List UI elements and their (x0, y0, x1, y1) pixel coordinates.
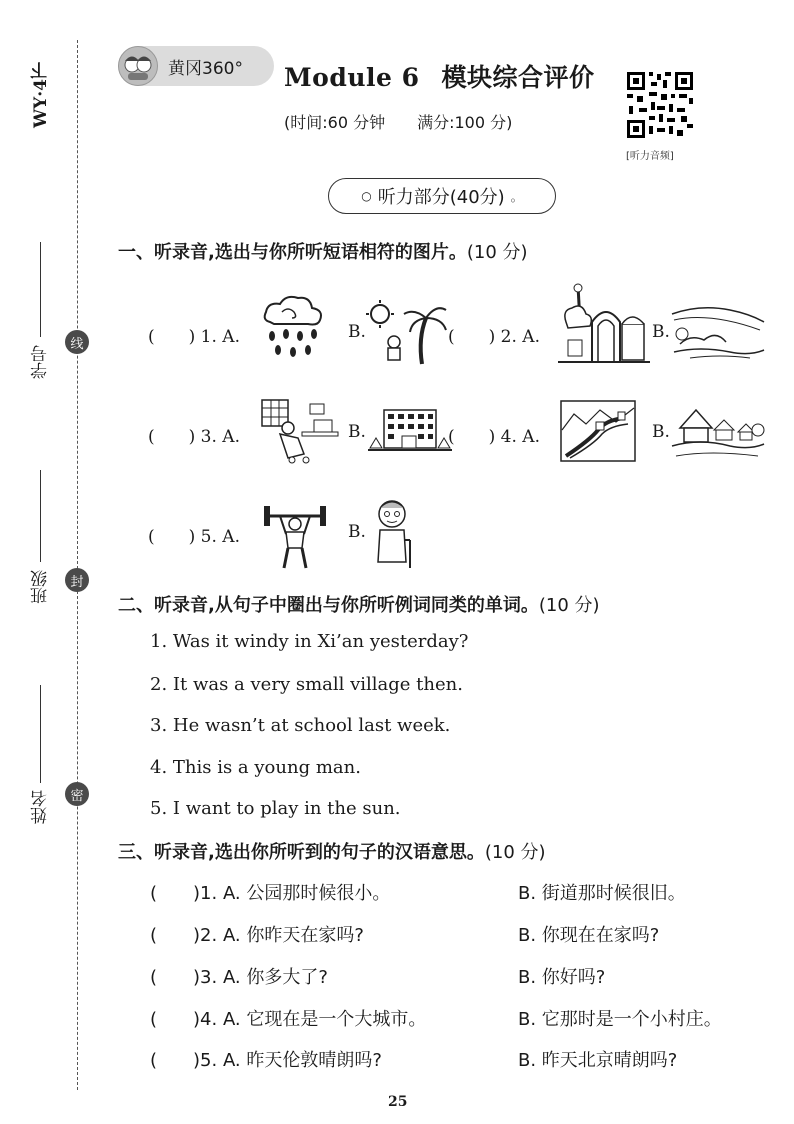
village-houses-icon[interactable] (670, 400, 766, 462)
module-number: Module 6 (284, 63, 420, 92)
part2-sentence-3: 3. He wasn’t at school last week. (150, 715, 451, 736)
banner-circle-icon: ○ (361, 189, 372, 203)
page-number: 25 (388, 1094, 408, 1110)
item2-label-b: B. (652, 322, 670, 342)
sunny-beach-icon[interactable] (366, 298, 448, 366)
qr-audio-label: [听力音频] (626, 151, 674, 162)
part2-heading: 二、听录音,从句子中圈出与你所听例词同类的单词。(10 分) (118, 595, 600, 616)
brand-name: 黄冈360° (168, 58, 243, 79)
school-building-icon[interactable] (368, 406, 452, 452)
listening-section-banner (328, 178, 556, 214)
rainy-cloud-icon[interactable] (258, 292, 328, 364)
item3-label-b: B. (348, 422, 366, 442)
part2-sentence-4: 4. This is a young man. (150, 757, 361, 778)
banner-text: 听力部分(40分) (377, 187, 505, 208)
item5-label-b: B. (348, 522, 366, 542)
seal-mi: 密 (65, 782, 89, 806)
part2-sentence-1: 1. Was it windy in Xi’an yesterday? (150, 631, 469, 652)
banner-dot-icon: 。 (510, 189, 523, 204)
part3-item-3-a: ( )3. A. 你多大了? (150, 967, 328, 988)
qr-code-icon[interactable] (625, 70, 695, 140)
part2-sentence-2: 2. It was a very small village then. (150, 674, 463, 695)
name-line[interactable] (40, 685, 41, 783)
student-id-line[interactable] (40, 242, 41, 337)
brand-logo (118, 46, 274, 86)
seal-feng: 封 (65, 568, 89, 592)
part3-heading: 三、听录音,选出你所听到的句子的汉语意思。(10 分) (118, 842, 546, 863)
student-id-label: 学号 (31, 345, 51, 379)
class-label: 班级 (31, 570, 51, 604)
page-title (284, 58, 595, 94)
item1-label-b: B. (348, 322, 366, 342)
class-line[interactable] (40, 470, 41, 562)
part3-item-4-b: B. 它那时是一个小村庄。 (518, 1009, 722, 1030)
item3-label-a: ( ) 3. A. (148, 427, 240, 447)
part3-item-2-a: ( )2. A. 你昨天在家吗? (150, 925, 364, 946)
zoo-gate-icon[interactable] (556, 282, 652, 364)
part3-item-4-a: ( )4. A. 它现在是一个大城市。 (150, 1009, 427, 1030)
item4-label-a: ( ) 4. A. (448, 427, 540, 447)
weightlifter-icon[interactable] (262, 500, 328, 570)
item1-label-a: ( ) 1. A. (148, 327, 240, 347)
exam-info: (时间:60 分钟 满分:100 分) (284, 113, 513, 132)
binding-dashed-line (77, 40, 78, 1090)
item4-label-b: B. (652, 422, 670, 442)
part3-item-2-b: B. 你现在在家吗? (518, 925, 660, 946)
office-worker-icon[interactable] (258, 398, 344, 464)
old-woman-icon[interactable] (372, 496, 416, 570)
lake-landscape-icon[interactable] (670, 300, 766, 360)
great-wall-icon[interactable] (560, 400, 636, 462)
part3-item-5-b: B. 昨天北京晴朗吗? (518, 1050, 678, 1071)
part3-item-3-b: B. 你好吗? (518, 967, 606, 988)
name-label: 姓名 (31, 790, 51, 824)
part2-sentence-5: 5. I want to play in the sun. (150, 798, 401, 819)
grade-label: WY·4下 (31, 62, 51, 128)
item5-label-a: ( ) 5. A. (148, 527, 240, 547)
title-cn: 模块综合评价 (441, 63, 595, 92)
part3-item-5-a: ( )5. A. 昨天伦敦晴朗吗? (150, 1050, 382, 1071)
seal-xian: 线 (65, 330, 89, 354)
item2-label-a: ( ) 2. A. (448, 327, 540, 347)
part1-heading: 一、听录音,选出与你所听短语相符的图片。(10 分) (118, 242, 528, 263)
part3-item-1-a: ( )1. A. 公园那时候很小。 (150, 883, 391, 904)
part3-item-1-b: B. 街道那时候很旧。 (518, 883, 686, 904)
kids-logo-icon (118, 46, 158, 86)
